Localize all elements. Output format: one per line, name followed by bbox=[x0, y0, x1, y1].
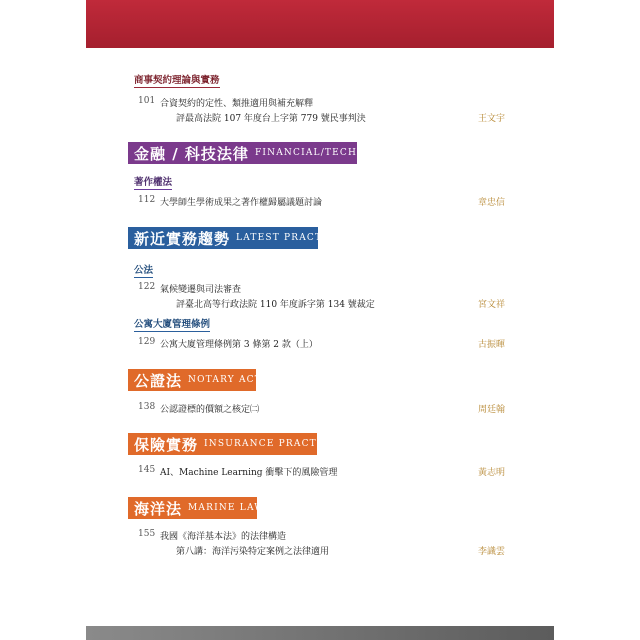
article-subtitle: 評最高法院 107 年度台上字第 779 號民事判決 bbox=[176, 114, 366, 124]
banner-title-zh: 公證法 bbox=[134, 371, 183, 390]
banner-title-en: FINANCIAL/TECH LAW bbox=[254, 148, 387, 158]
article-author: 章忠信 bbox=[477, 198, 505, 208]
top-color-bar bbox=[86, 0, 554, 48]
page-number: 145 bbox=[138, 465, 156, 475]
banner-title-en: LATEST PRACTICE bbox=[236, 233, 343, 243]
section-banner-marine bbox=[128, 497, 265, 519]
subsection-condominium: 公寓大廈管理條例 bbox=[134, 316, 210, 332]
article-title[interactable]: 氣候變遷與司法審查 bbox=[160, 285, 242, 295]
page-number: 155 bbox=[138, 529, 156, 539]
article-title[interactable]: 大學師生學術成果之著作權歸屬議題討論 bbox=[160, 198, 323, 208]
section-banner-practice bbox=[128, 227, 343, 249]
page-number: 129 bbox=[138, 337, 156, 347]
article-title[interactable]: AI、Machine Learning 衝擊下的風險管理 bbox=[160, 468, 338, 478]
article-subtitle: 評臺北高等行政法院 110 年度訴字第 134 號裁定 bbox=[176, 300, 375, 310]
article-title[interactable]: 公寓大廈管理條例第 3 條第 2 款（上） bbox=[160, 340, 318, 350]
page-number: 101 bbox=[138, 96, 156, 106]
page-number: 138 bbox=[138, 402, 156, 412]
article-author: 周廷翰 bbox=[477, 405, 505, 415]
banner-title-zh: 保險實務 bbox=[134, 435, 199, 454]
page-number: 112 bbox=[138, 195, 156, 205]
section-banner-notary bbox=[128, 369, 262, 391]
article-title[interactable]: 合資契約的定性、類推適用與補充解釋 bbox=[160, 99, 314, 109]
article-author: 古振暉 bbox=[477, 340, 505, 350]
banner-title-zh: 新近實務趨勢 bbox=[134, 229, 231, 248]
banner-title-zh: 金融 / 科技法律 bbox=[134, 144, 249, 163]
subsection-public-law: 公法 bbox=[134, 262, 153, 278]
banner-title-zh: 海洋法 bbox=[134, 499, 183, 518]
section-banner-insurance bbox=[128, 433, 338, 455]
article-title[interactable]: 公認證標的價額之核定㈡ bbox=[160, 405, 260, 415]
subsection-copyright: 著作權法 bbox=[134, 174, 172, 190]
page-number: 122 bbox=[138, 282, 156, 292]
article-author: 王文宇 bbox=[477, 114, 505, 124]
article-author: 李識雲 bbox=[477, 547, 505, 557]
banner-title-en: INSURANCE PRACTICE bbox=[204, 439, 338, 449]
section-banner-fintech bbox=[128, 142, 387, 164]
bottom-gray-bar bbox=[86, 626, 554, 640]
article-subtitle: 第八講：海洋污染特定案例之法律適用 bbox=[176, 547, 330, 557]
article-author: 黃志明 bbox=[477, 468, 505, 478]
article-title[interactable]: 我國《海洋基本法》的法律構造 bbox=[160, 532, 287, 542]
banner-title-en: MARINE LAW bbox=[188, 503, 265, 513]
banner-title-en: NOTARY ACT bbox=[188, 375, 262, 385]
article-author: 宮文祥 bbox=[477, 300, 505, 310]
section-heading-contract: 商事契約理論與實務 bbox=[134, 72, 220, 88]
